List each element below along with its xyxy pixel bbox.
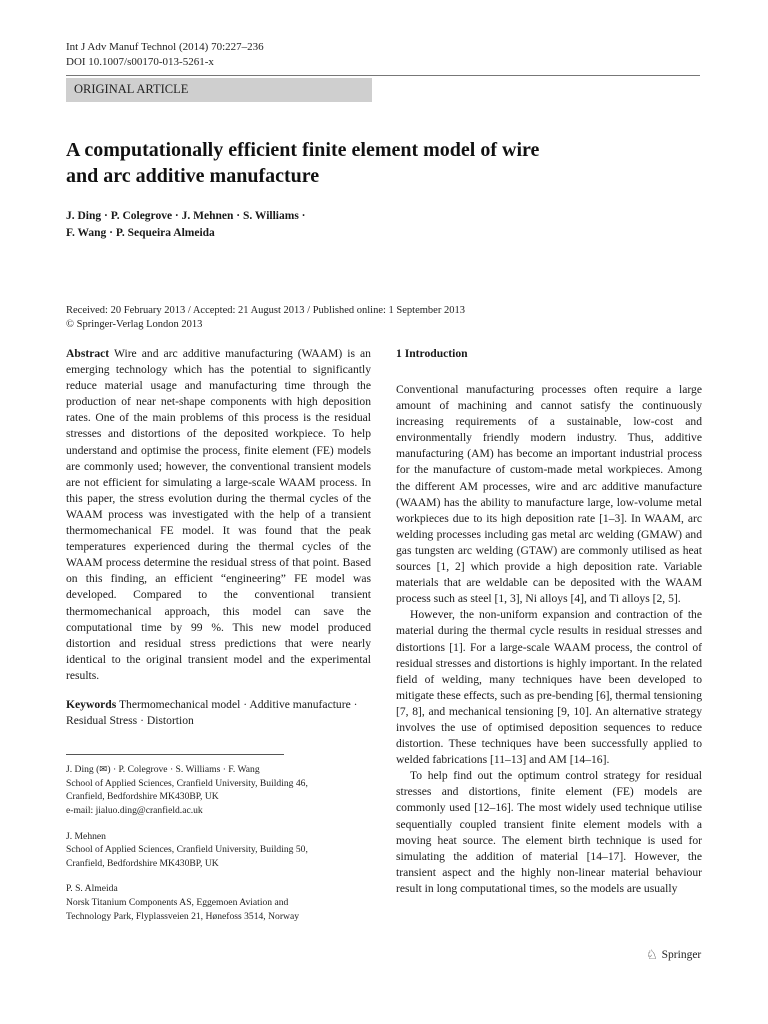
right-column	[396, 346, 702, 897]
affiliation-3	[66, 882, 371, 923]
abstract	[66, 346, 371, 684]
copyright-line: © Springer-Verlag London 2013	[66, 319, 203, 330]
author-list	[66, 208, 666, 242]
journal-citation: Int J Adv Manuf Technol (2014) 70:227–236	[66, 41, 264, 53]
section-heading-introduction: 1 Introduction	[396, 347, 468, 360]
affiliation-email[interactable]: e-mail: jialuo.ding@cranfield.ac.uk	[66, 804, 203, 816]
affiliation-address: Cranfield, Bedfordshire MK430BP, UK	[66, 791, 219, 803]
paper-title	[66, 137, 686, 189]
journal-header	[66, 40, 264, 70]
affiliation-names: J. Ding (✉) · P. Colegrove · S. Williams · F. Wang	[66, 764, 260, 776]
abstract-text: Wire and arc additive manufacturing (WAAM) is an emerging technology which has the potential to significantly reduce material usage and manufacturing time through the production of near net-shape components with high deposition rates. One of the main problems of this process is the residual stresses and distortions of the deposited workpiece. To help understand and optimise the process, finite element (FE) models are commonly used; however, the conventional transient models are not efficient for simulating a large-scale WAAM process. In this paper, the stress evolution during the thermal cycles of the WAAM process was investigated with the help of a transient thermomechanical FE model. It was found that the peak temperatures experienced during the thermal cycles of the WAAM process determine the residual stress of that point. Based on this finding, an efficient “engineering” FE model was developed. Compared to the conventional transient thermomechanical approach, this model can save the computational time by 99 %. This new model produced distortion and residual stress predictions that were nearly identical to the original transient model and the experimental results.	[66, 347, 371, 682]
introduction-body	[396, 382, 702, 897]
abstract-label: Abstract	[66, 347, 110, 360]
affiliation-address: School of Applied Sciences, Cranfield University, Building 50,	[66, 844, 308, 856]
springer-horse-icon: ♘	[646, 947, 658, 962]
publisher-logo	[646, 947, 701, 963]
publisher-name: Springer	[661, 949, 702, 961]
intro-paragraph-1: Conventional manufacturing processes often require a large amount of machining and cannot satisfy the continuously increasing requirements of a sustainable, low-cost and environmentally friendly modern industry. Thus, additive manufacturing (AM) has become an important industrial process for the manufacture of custom-made metal workpieces. Among the different AM processes, wire and arc additive manufacture (WAAM) has the ability to manufacture large, low-volume metal workpieces due to its high deposition rate [1–3]. In WAAM, arc welding processes including gas metal arc welding (GMAW) and gas tungsten arc welding (GTAW) are commonly utilised as heat sources [1, 2] which provide a high deposition rate. Variable materials that are weldable can be deposited with the WAAM process such as steel [1, 3], Ni alloys [4], and Ti alloys [2, 5].	[396, 383, 702, 606]
authors-line-1: J. Ding · P. Colegrove · J. Mehnen · S. Williams ·	[66, 210, 306, 222]
intro-paragraph-2: However, the non-uniform expansion and contraction of the material during the thermal cycle results in residual stresses and distortions [1]. For a large-scale WAAM process, the control of residual stresses and distortions is highly important. In the related field of welding, many techniques have been developed to mitigate these effects, such as pre-bending [6], thermal tensioning [7, 8], and mechanical tensioning [9, 10]. An alternative strategy involves the use of optimised deposition sequences to reduce distortion. These techniques have been successfully applied to welded fabrications [11–13] and AM [14–16].	[396, 608, 702, 767]
affiliation-address: Cranfield, Bedfordshire MK430BP, UK	[66, 857, 219, 869]
keywords	[66, 697, 371, 729]
publication-dates	[66, 304, 706, 332]
title-line-2: and arc additive manufacture	[66, 165, 320, 187]
received-line: Received: 20 February 2013 / Accepted: 21 August 2013 / Published online: 1 September 2013	[66, 305, 465, 316]
affiliation-address: Technology Park, Flyplassveien 21, Hønefoss 3514, Norway	[66, 910, 300, 922]
affiliation-1	[66, 763, 371, 817]
title-line-1: A computationally efficient finite element model of wire	[66, 139, 540, 161]
affiliation-names: J. Mehnen	[66, 830, 106, 842]
affiliation-address: Norsk Titanium Components AS, Eggemoen Aviation and	[66, 896, 289, 908]
intro-paragraph-3: To help find out the optimum control strategy for residual stresses and distortions, finite element (FE) models are commonly used [12–16]. The most widely used technique utilise sequentially coupled transient finite element models with a moving heat source. The element birth technique is used for simulating the addition of material [14–17]. However, the transient aspect and the highly non-linear material behaviour result in long computational times, so the models are usually	[396, 769, 702, 895]
affiliation-names: P. S. Almeida	[66, 883, 118, 895]
keywords-label: Keywords	[66, 697, 117, 711]
affiliation-2	[66, 830, 371, 871]
keywords-text: Thermomechanical model · Additive manufacture · Residual Stress · Distortion	[66, 697, 358, 728]
affiliation-address: School of Applied Sciences, Cranfield University, Building 46,	[66, 777, 308, 789]
affiliation-rule	[66, 754, 284, 755]
header-rule	[66, 75, 700, 76]
article-type-banner: ORIGINAL ARTICLE	[66, 78, 372, 102]
doi: DOI 10.1007/s00170-013-5261-x	[66, 56, 214, 68]
authors-line-2: F. Wang · P. Sequeira Almeida	[66, 227, 215, 239]
left-column	[66, 346, 371, 923]
